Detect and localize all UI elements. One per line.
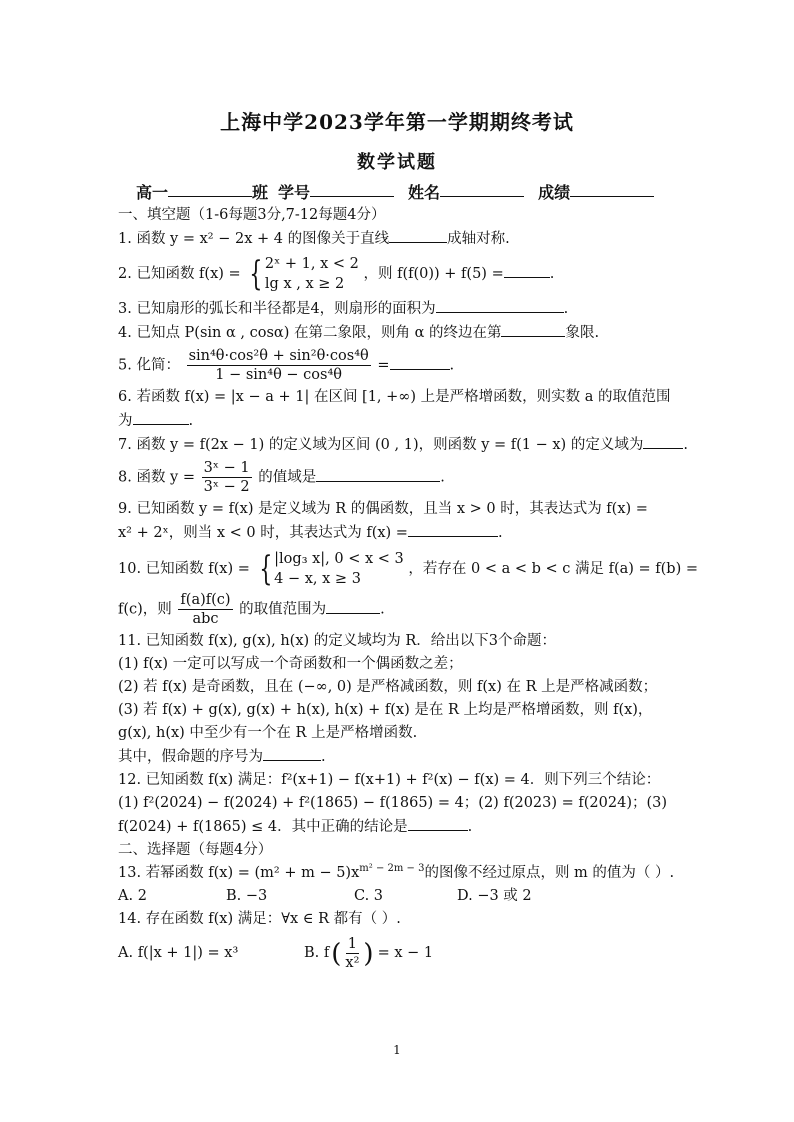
q12-answer-blank bbox=[408, 815, 468, 831]
q14-options: A. f(|x + 1|) = x³ B. f ( $\frac{1}{\text{x²}}$ ) = x − 1 bbox=[118, 936, 434, 971]
page-number: 1 bbox=[393, 1043, 401, 1057]
student-info-row bbox=[136, 180, 696, 203]
q4-answer-blank bbox=[501, 321, 565, 337]
question-13 bbox=[118, 862, 678, 885]
q2-piecewise: { 2ˣ + 1, x < 2 lg x , x ≥ 2 bbox=[249, 254, 359, 294]
q2-period: . bbox=[549, 266, 555, 282]
q9-text-mid: x² + 2ˣ，则当 x < 0 时，其表达式为 f(x) = bbox=[118, 525, 408, 541]
q14-option-a: A. f(|x + 1|) = x³ bbox=[118, 945, 239, 961]
q14-option-b-fraction bbox=[343, 935, 361, 972]
q6-text: 6. 若函数 f(x) = |x − a + 1| 在区间 [1, +∞) 上是严格增函数，则实数 a 的取值范围 bbox=[118, 389, 671, 405]
q10-case-2: 4 − x, x ≥ 3 bbox=[274, 571, 361, 587]
q7-period: . bbox=[683, 437, 688, 453]
class-blank bbox=[168, 180, 252, 197]
q14-option-b-numerator: 1 bbox=[347, 936, 358, 952]
q9-period: . bbox=[497, 525, 503, 541]
q8-text-mid: 的值域是 bbox=[258, 469, 317, 486]
question-14: 14. 存在函数 f(x) 满足：∀x ∈ R 都有（ ）. bbox=[118, 911, 401, 927]
q3-text: 3. 已知扇形的弧长和半径都是4，则扇形的面积为 bbox=[118, 301, 436, 317]
q8-fraction bbox=[202, 459, 252, 496]
question-10-cont bbox=[118, 591, 678, 628]
q5-answer-blank bbox=[390, 354, 450, 370]
q6-period: . bbox=[188, 413, 194, 429]
q13-options bbox=[118, 885, 678, 908]
q13-option-c: C. 3 bbox=[354, 888, 384, 904]
score-label: 成绩 bbox=[538, 183, 571, 202]
exam-body bbox=[118, 204, 698, 972]
q12-answer-line bbox=[118, 815, 678, 839]
q11-answer-blank bbox=[263, 745, 321, 761]
question-5 bbox=[118, 347, 678, 384]
q5-fraction bbox=[187, 347, 371, 384]
q7-answer-blank bbox=[643, 433, 683, 449]
q8-text: 8. 函数 y = bbox=[118, 469, 196, 486]
q6-answer-blank bbox=[133, 409, 189, 425]
q13-option-d: D. −3 或 2 bbox=[457, 888, 532, 904]
q4-text: 4. 已知点 P(sin α , cosα) 在第二象限，则角 α 的终边在第 bbox=[118, 325, 502, 341]
q10-numerator: f(a)f(c) bbox=[180, 592, 231, 608]
q11-period: . bbox=[321, 749, 326, 765]
q10-text-mid: ，若存在 0 < a < b < c 满足 f(a) = f(b) = bbox=[408, 561, 698, 577]
q8-denominator: 3ˣ − 2 bbox=[203, 479, 250, 495]
question-6 bbox=[118, 386, 678, 409]
q2-case-2: lg x , x ≥ 2 bbox=[264, 276, 345, 292]
q9-text: 9. 已知函数 y = f(x) 是定义域为 R 的偶函数，且当 x > 0 时，其表达式为 f(x) = bbox=[118, 501, 648, 517]
question-12: 12. 已知函数 f(x) 满足：f²(x+1) − f(x+1) + f²(x) − f(x) = 4．则下列三个结论： bbox=[118, 772, 661, 788]
q11-prop-2: (2) 若 f(x) 是奇函数，且在 (−∞, 0) 是严格减函数，则 f(x) 在 R 上是严格减函数； bbox=[118, 679, 658, 695]
question-9-cont bbox=[118, 521, 678, 545]
q12-text: f(2024) + f(1865) ≤ 4．其中正确的结论是 bbox=[118, 819, 408, 835]
student-id-label: 学号 bbox=[278, 183, 311, 202]
q10-period: . bbox=[380, 601, 385, 618]
q13-text: 13. 若幂函数 f(x) = (m² + m − 5)x bbox=[118, 865, 360, 881]
q10-fraction bbox=[178, 591, 232, 628]
q11-text: 其中，假命题的序号为 bbox=[118, 749, 263, 765]
q10-case-1: |log₃ x|, 0 < x < 3 bbox=[274, 551, 404, 567]
score-blank bbox=[570, 180, 654, 197]
q7-text: 7. 函数 y = f(2x − 1) 的定义域为区间 (0 , 1)，则函数 y = f(1 − x) 的定义域为 bbox=[118, 437, 644, 453]
q8-numerator: 3ˣ − 1 bbox=[203, 460, 250, 476]
q1-text: 1. 函数 y = x² − 2x + 4 的图像关于直线 bbox=[118, 231, 390, 247]
q14-option-b-pre: B. f bbox=[304, 945, 330, 961]
q5-denominator: 1 − sin⁴θ − cos⁴θ bbox=[215, 367, 343, 383]
q3-answer-blank bbox=[436, 297, 564, 313]
q3-period: . bbox=[563, 301, 569, 317]
q2-text: 2. 已知函数 f(x) = bbox=[118, 266, 241, 282]
name-blank bbox=[440, 180, 524, 197]
q11-prop-3-cont: g(x), h(x) 中至少有一个在 R 上是严格增函数. bbox=[118, 725, 418, 741]
exam-subtitle: 数学试题 bbox=[357, 152, 437, 173]
q5-text: 5. 化简： bbox=[118, 357, 180, 374]
q2-case-1: 2ˣ + 1, x < 2 bbox=[264, 256, 359, 272]
q6-text-end: 为 bbox=[118, 413, 133, 429]
class-label: 班 bbox=[252, 183, 269, 202]
question-8 bbox=[118, 459, 678, 496]
question-11: 11. 已知函数 f(x), g(x), h(x) 的定义域均为 R．给出以下3个命题： bbox=[118, 633, 557, 649]
name-label: 姓名 bbox=[408, 183, 441, 202]
q1-answer-blank bbox=[389, 227, 447, 243]
question-6-cont bbox=[118, 409, 678, 433]
question-9 bbox=[118, 498, 678, 521]
q8-period: . bbox=[440, 469, 445, 486]
q2-answer-blank bbox=[504, 262, 550, 278]
q10-denominator: abc bbox=[192, 611, 219, 627]
question-7 bbox=[118, 433, 688, 457]
q12-period: . bbox=[467, 819, 473, 835]
question-2 bbox=[118, 254, 678, 294]
q5-period: . bbox=[449, 357, 455, 374]
section-fill-in: 一、填空题（1-6每题3分,7-12每题4分） bbox=[118, 207, 386, 223]
q13-text-end: 的图像不经过原点，则 m 的值为（ ）. bbox=[424, 865, 675, 881]
question-1 bbox=[118, 227, 678, 251]
exam-title: 上海中学2023学年第一学期期终考试 bbox=[220, 110, 574, 134]
question-10 bbox=[118, 549, 698, 589]
q2-text-mid: ，则 f(f(0)) + f(5) = bbox=[363, 266, 504, 282]
question-3 bbox=[118, 297, 678, 321]
q10-text-end: 的取值范围为 bbox=[239, 601, 327, 618]
q5-equals: = bbox=[377, 357, 390, 374]
q13-exponent: m² − 2m − 3 bbox=[359, 863, 425, 874]
section-choice: 二、选择题（每题4分） bbox=[118, 842, 273, 858]
q1-text-end: 成轴对称. bbox=[447, 231, 510, 247]
q5-numerator: sin⁴θ·cos²θ + sin²θ·cos⁴θ bbox=[188, 348, 369, 364]
q11-prop-3: (3) 若 f(x) + g(x), g(x) + h(x), h(x) + f(x) 是在 R 上均是严格增函数，则 f(x)， bbox=[118, 702, 653, 718]
student-id-blank bbox=[310, 180, 394, 197]
q9-answer-blank bbox=[408, 521, 498, 537]
q10-answer-blank bbox=[326, 598, 380, 614]
question-4 bbox=[118, 321, 678, 345]
q13-option-a: A. 2 bbox=[118, 888, 147, 904]
q14-option-b-denominator: x² bbox=[345, 955, 360, 971]
grade-label: 高一 bbox=[136, 183, 169, 202]
q13-option-b: B. −3 bbox=[226, 888, 268, 904]
q11-answer-line bbox=[118, 745, 678, 769]
q10-text: 10. 已知函数 f(x) = bbox=[118, 561, 250, 577]
q8-answer-blank bbox=[316, 466, 440, 482]
q10-piecewise: { |log₃ x|, 0 < x < 3 4 − x, x ≥ 3 bbox=[258, 549, 404, 589]
q10-text-fc: f(c)，则 bbox=[118, 601, 172, 618]
q12-conclusions: (1) f²(2024) − f(2024) + f²(1865) − f(1865) = 4；(2) f(2023) = f(2024)；(3) bbox=[118, 795, 668, 811]
q14-option-b-post: = x − 1 bbox=[377, 945, 434, 961]
q11-prop-1: (1) f(x) 一定可以写成一个奇函数和一个偶函数之差； bbox=[118, 656, 463, 672]
q4-text-end: 象限. bbox=[565, 325, 600, 341]
